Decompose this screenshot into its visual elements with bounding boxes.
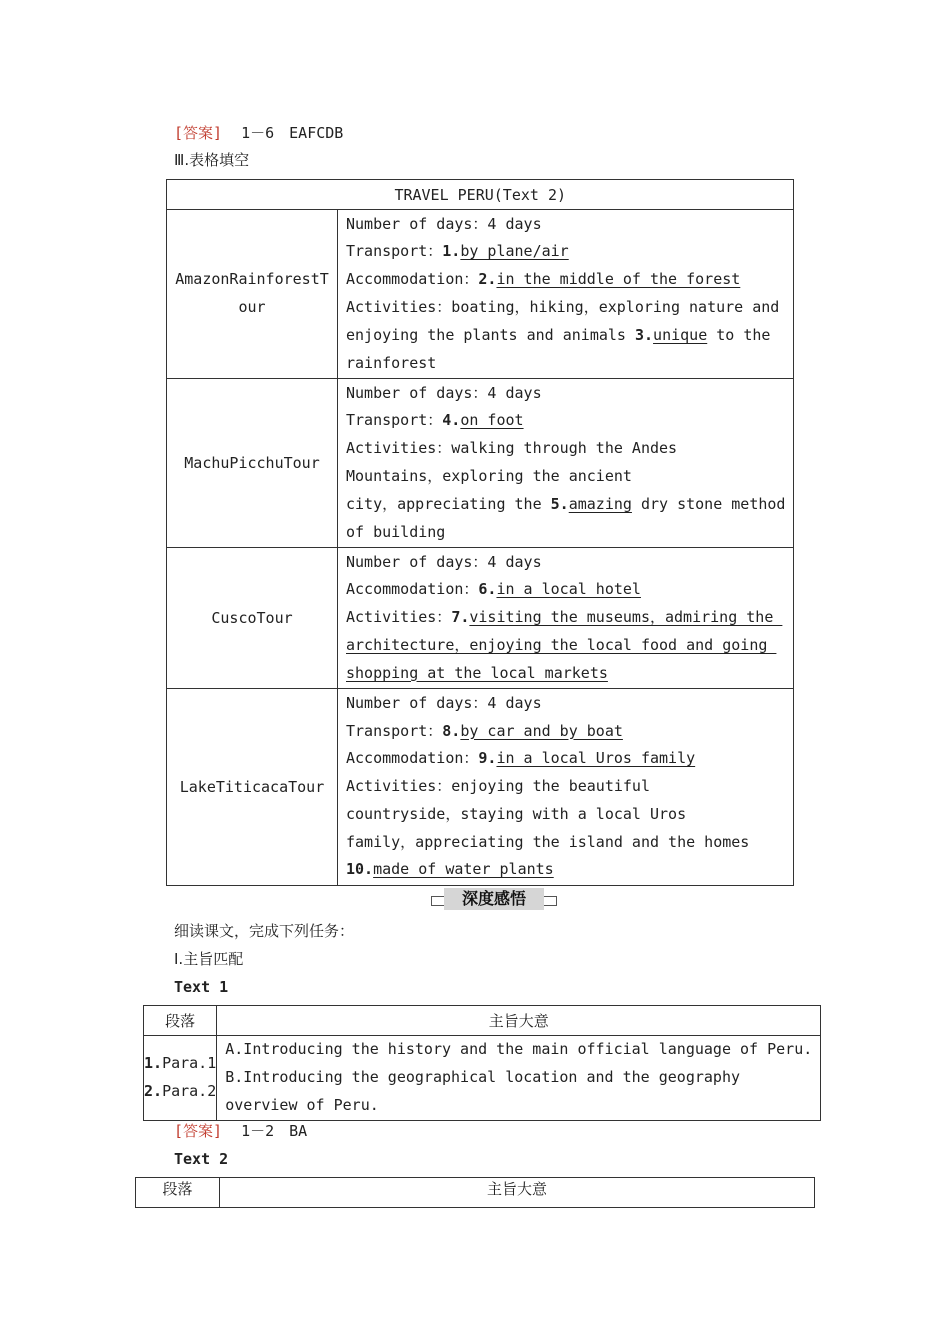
blank-number: 4. [442, 411, 461, 430]
paragraph-item: 1.Para.1 [144, 1054, 217, 1073]
text-1-table [143, 1005, 821, 1121]
filled-answer: made of water plants [373, 860, 554, 879]
paragraph-item: 2.Para.2 [144, 1082, 217, 1100]
detail-text: dry stone method [631, 494, 786, 513]
tour-row [167, 689, 794, 886]
answer-line-2 [174, 1119, 307, 1143]
detail-line [346, 491, 785, 519]
blank-number: 3. [634, 325, 654, 344]
detail-line [346, 604, 785, 632]
filled-answer: in the middle of the forest [496, 270, 741, 289]
answer-tag: [答案] [174, 124, 223, 142]
filled-answer: architecture，enjoying the local food and going [346, 635, 777, 654]
detail-line [346, 463, 785, 491]
detail-line [346, 632, 785, 660]
detail-line [346, 576, 785, 604]
tour-name: LakeTiticacaTour [167, 689, 338, 886]
detail-line [346, 211, 785, 239]
detail-text: countryside，staying with a local Uros [346, 804, 687, 823]
blank-number: 9. [478, 749, 497, 768]
detail-text: Number of days：4 days [346, 383, 542, 402]
answer-text: 1－2 BA [241, 1122, 308, 1140]
section-3-title: Ⅲ.表格填空 [174, 151, 250, 169]
text-2-label: Text 2 [174, 1150, 229, 1168]
tour-details [338, 689, 794, 886]
detail-line [346, 322, 785, 350]
header-main-idea: 主旨大意 [217, 1006, 821, 1036]
detail-line [346, 350, 785, 378]
detail-line [346, 856, 785, 884]
filled-answer: in a local hotel [496, 580, 641, 599]
filled-answer: on foot [460, 411, 524, 430]
detail-line [346, 718, 785, 746]
tour-row [167, 379, 794, 548]
detail-line [346, 690, 785, 718]
filled-answer: unique [653, 325, 708, 344]
tour-row [167, 210, 794, 379]
detail-text: rainforest [346, 353, 437, 372]
detail-line [346, 829, 785, 857]
detail-text: Transport： [346, 721, 443, 740]
filled-answer: by plane/air [460, 242, 569, 261]
detail-line [346, 801, 785, 829]
travel-peru-table [166, 179, 794, 886]
detail-text: Activities：boating，hiking，exploring nature and [346, 298, 780, 316]
blank-number: 8. [442, 721, 461, 740]
text-2-table [135, 1177, 815, 1208]
detail-line [346, 519, 785, 547]
section-banner [431, 888, 557, 912]
detail-line [346, 435, 785, 463]
filled-answer: amazing [568, 494, 632, 513]
detail-text: Accommodation： [346, 270, 479, 289]
detail-text: Transport： [346, 242, 443, 261]
header-row [136, 1178, 815, 1208]
banner-title: 深度感悟 [444, 888, 544, 910]
options-list [217, 1036, 821, 1121]
detail-text: Activities： [346, 608, 452, 627]
blank-number: 6. [478, 580, 497, 599]
table-title: TRAVEL PERU(Text 2) [167, 180, 794, 210]
detail-line [346, 266, 785, 294]
header-main-idea: 主旨大意 [220, 1178, 815, 1208]
blank-number: 2. [478, 270, 497, 289]
blank-number: 5. [550, 494, 569, 513]
section-1-title: Ⅰ.主旨匹配 [174, 950, 244, 968]
detail-text: Mountains，exploring the ancient [346, 467, 632, 485]
answer-tag: [答案] [174, 1122, 223, 1140]
blank-number: 7. [451, 608, 470, 627]
blank-number: 1. [442, 242, 461, 261]
detail-text: enjoying the plants and animals [346, 325, 635, 344]
detail-text: to the [707, 325, 771, 344]
answer-text: 1－6 EAFCDB [241, 124, 344, 142]
detail-line [346, 549, 785, 577]
blank-number: 10. [346, 860, 374, 879]
option-b: B.Introducing the geographical location and the geography overview of Peru. [225, 1067, 741, 1114]
tour-row [167, 548, 794, 689]
header-paragraph: 段落 [144, 1006, 217, 1036]
detail-text: city，appreciating the [346, 494, 551, 513]
detail-line [346, 773, 785, 801]
filled-answer: shopping at the local markets [346, 663, 608, 682]
detail-text: Transport： [346, 411, 443, 430]
tour-name: CuscoTour [167, 548, 338, 689]
detail-line [346, 294, 785, 322]
content-row [144, 1036, 821, 1121]
tour-details [338, 379, 794, 548]
filled-answer: in a local Uros family [496, 749, 696, 768]
detail-line [346, 745, 785, 773]
detail-line [346, 380, 785, 408]
detail-text: Number of days：4 days [346, 552, 542, 571]
detail-text: of building [346, 522, 446, 541]
detail-text: Accommodation： [346, 749, 479, 768]
detail-line [346, 660, 785, 688]
paragraph-list [144, 1036, 217, 1121]
header-row [144, 1006, 821, 1036]
detail-text: Accommodation： [346, 580, 479, 599]
detail-text: Number of days：4 days [346, 214, 542, 233]
tour-details [338, 548, 794, 689]
detail-text: family，appreciating the island and the homes [346, 832, 750, 851]
detail-line [346, 407, 785, 435]
option-a: A.Introducing the history and the main official language of Peru. [225, 1040, 813, 1058]
answer-line-1 [174, 121, 343, 145]
filled-answer: visiting the museums，admiring the [469, 608, 783, 627]
instruction-text: 细读课文，完成下列任务： [174, 922, 355, 940]
tour-name: MachuPicchuTour [167, 379, 338, 548]
detail-text: Activities：walking through the Andes [346, 439, 678, 458]
filled-answer: by car and by boat [460, 721, 623, 740]
tour-details [338, 210, 794, 379]
text-1-label: Text 1 [174, 978, 229, 996]
table-title-row [167, 180, 794, 210]
tour-name: AmazonRainforestTour [167, 210, 338, 379]
detail-text: Number of days：4 days [346, 693, 542, 712]
detail-text: Activities：enjoying the beautiful [346, 777, 650, 796]
detail-line [346, 238, 785, 266]
header-paragraph: 段落 [136, 1178, 220, 1208]
